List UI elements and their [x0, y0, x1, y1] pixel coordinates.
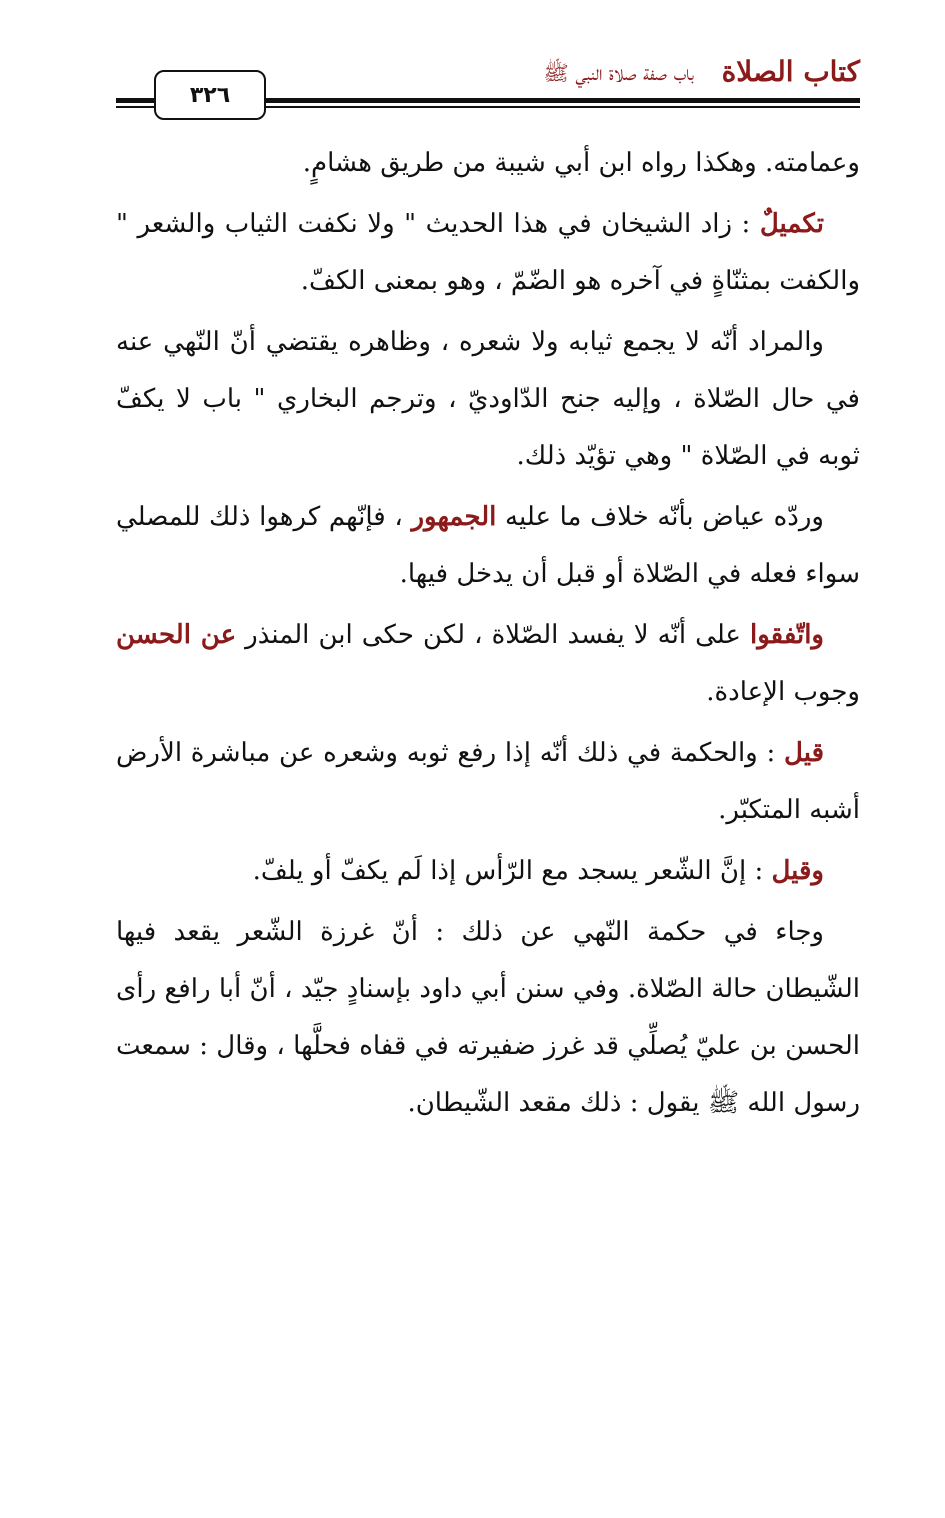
body-text: [116, 135, 860, 1136]
text-segment: والمراد أنّه لا يجمع ثيابه ولا شعره ، وظاهره يقتضي أنّ النّهي عنه في حال الصّلاة ، وإليه جنح الدّاوديّ ، وترجم البخاري " باب لا يكفّ ثوبه في الصّلاة " وهي تؤيّد ذلك.: [116, 327, 860, 471]
highlighted-term: واتّفقوا: [750, 620, 824, 650]
book-title: كتاب الصلاة: [721, 55, 860, 88]
paragraph: [116, 314, 860, 485]
text-segment: وردّه عياض بأنّه خلاف ما عليه: [496, 502, 824, 532]
text-segment: : زاد الشيخان في هذا الحديث " ولا نكفت الثياب والشعر " والكفت بمثنّاةٍ في آخره هو الضّمّ ، وهو بمعنى الكفّ.: [116, 209, 860, 296]
paragraph: [116, 843, 860, 900]
text-segment: وجاء في حكمة النّهي عن ذلك : أنّ غرزة الشّعر يقعد فيها الشّيطان حالة الصّلاة. وفي سنن أبي داود بإسنادٍ جيّد ، أنّ أبا رافع رأى الحسن بن عليّ يُصلِّي قد غرز ضفيرته في قفاه فحلَّها ، وقال : سمعت رسول الله ﷺ يقول : ذلك مقعد الشّيطان.: [116, 917, 860, 1118]
paragraph: [116, 489, 860, 603]
page-number-box: [154, 70, 266, 120]
text-segment: : والحكمة في ذلك أنّه إذا رفع ثوبه وشعره عن مباشرة الأرض أشبه المتكبّر.: [116, 738, 860, 825]
highlighted-term: وقيل: [771, 856, 824, 886]
highlighted-term: قيل: [784, 738, 824, 768]
text-segment: وعمامته. وهكذا رواه ابن أبي شيبة من طريق هشامٍ.: [302, 148, 860, 178]
highlighted-term: تكميلٌ: [759, 209, 824, 239]
text-segment: : إنَّ الشّعر يسجد مع الرّأس إذا لَم يكفّ أو يلفّ.: [252, 856, 772, 886]
text-segment: ، فإنّهم كرهوا ذلك للمصلي سواء فعله في الصّلاة أو قبل أن يدخل فيها.: [116, 502, 860, 589]
text-segment: على أنّه لا يفسد الصّلاة ، لكن حكى ابن المنذر: [236, 620, 751, 650]
text-segment: وجوب الإعادة.: [706, 677, 860, 707]
paragraph: [116, 196, 860, 310]
highlighted-term: الجمهور: [411, 502, 497, 532]
page-number: ٣٢٦: [189, 82, 231, 108]
chapter-title: باب صفة صلاة النبي ﷺ: [543, 61, 694, 85]
paragraph: [116, 607, 860, 721]
highlighted-term: عن الحسن: [116, 620, 237, 650]
paragraph: [116, 135, 860, 192]
paragraph: [116, 725, 860, 839]
paragraph: [116, 904, 860, 1132]
